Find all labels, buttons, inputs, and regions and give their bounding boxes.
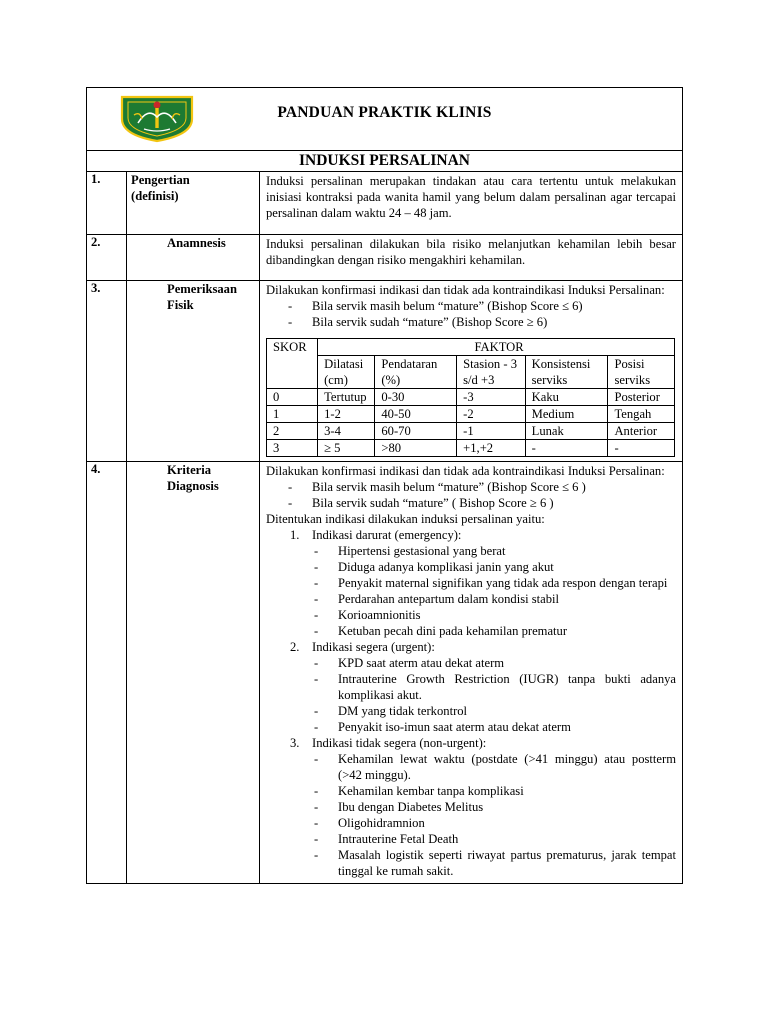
list-item: - Intrauterine Growth Restriction (IUGR) tanpa bukti adanya komplikasi akut. [314,671,676,703]
table-row [267,440,675,457]
table-row [267,423,675,440]
row-number: 4. [87,462,127,884]
row-number: 1. [87,172,127,235]
bullet-list [266,298,676,330]
list-item: - Kehamilan kembar tanpa komplikasi [314,783,676,799]
table-cell: - [608,440,675,457]
table-cell: 0 [267,389,318,406]
list-item: - Bila servik sudah “mature” (Bishop Score ≥ 6) [288,314,676,330]
row-label: Anamnesis [127,235,260,281]
table-row [267,389,675,406]
list-item: - Bila servik masih belum “mature” (Bishop Score ≤ 6 ) [288,479,676,495]
list-item: - Ketuban pecah dini pada kehamilan prematur [314,623,676,639]
list-item: 1. Indikasi darurat (emergency): - Hipertensi gestasional yang berat - Diduga adanya komplikasi janin yang akut - Penyakit maternal signifikan yang tidak ada respon dengan terapi - Perdarahan antepartum dalam kondisi stabil - Korioamnionitis - Ketuban pecah dini pada kehamilan prematur [290,527,676,639]
list-item: - Masalah logistik seperti riwayat partus prematurus, jarak tempat tinggal ke rumah sakit. [314,847,676,879]
document-title: PANDUAN PRAKTIK KLINIS [277,104,492,121]
clinical-guide-table [86,87,683,884]
list-item: - Oligohidramnion [314,815,676,831]
table-cell: Lunak [525,423,608,440]
list-item: - Intrauterine Fetal Death [314,831,676,847]
table-cell: >80 [375,440,457,457]
table-row [87,172,683,235]
list-item: - Korioamnionitis [314,607,676,623]
column-header: Dilatasi (cm) [318,356,375,389]
table-cell: Tengah [608,406,675,423]
table-cell: - [525,440,608,457]
table-cell: -1 [457,423,526,440]
row-content: Dilakukan konfirmasi indikasi dan tidak ada kontraindikasi Induksi Persalinan: - Bila servik masih belum “mature” (Bishop Score ≤ 6 ) - Bila servik sudah “mature” ( Bishop Score ≥ 6 ) Ditentukan indikasi dilakukan induksi persalinan yaitu: 1. Indikasi darurat (emergency): - Hipertensi gestasional yang berat - Diduga adanya komplikasi janin yang akut - Penyakit maternal signifikan yang tidak ada respon dengan terapi - Perdarahan antepartum dalam kondisi stabil - Korioamnionitis - Ketuban pecah dini pada kehamilan prematur 2. Indikasi segera (urgent): - KPD saat aterm atau dekat aterm - Intrauterine Growth Restriction (IUGR) tanpa bukti adanya komplikasi akut. - DM yang tidak terkontrol - Penyakit iso-imun saat aterm atau dekat aterm 3. Indikasi tidak segera (non-urgent): - Kehamilan lewat waktu (postdate (>41 minggu) atau postterm (>42 minggu). - Kehamilan kembar tanpa komplikasi - Ibu dengan Diabetes Melitus - Oligohidramnion - Intrauterine Fetal Death - Masalah logistik seperti riwayat partus prematurus, jarak tempat tinggal ke rumah sakit. [260,462,683,884]
faktor-header: FAKTOR [318,339,675,356]
table-cell: Posterior [608,389,675,406]
list-item: - DM yang tidak terkontrol [314,703,676,719]
list-item: - Kehamilan lewat waktu (postdate (>41 minggu) atau postterm (>42 minggu). [314,751,676,783]
row-content: Dilakukan konfirmasi indikasi dan tidak ada kontraindikasi Induksi Persalinan: - Bila servik masih belum “mature” (Bishop Score ≤ 6) - Bila servik sudah “mature” (Bishop Score ≥ 6) SKOR FAKTOR Dilatasi (cm) Pendataran (%) Stasion - 3 s/d +3 Konsistensi serviks Posisi serviks 0 Tertutup 0-30 -3 Kaku Posterior 1 1-2 40-50 -2 Medium Tengah 2 3-4 60-70 -1 Lunak Anterior 3 ≥ 5 >80 +1,+2 - - [260,281,683,462]
table-row [267,406,675,423]
table-cell: 2 [267,423,318,440]
indication-list [266,527,676,879]
bishop-score-table [266,338,675,457]
table-cell: 40-50 [375,406,457,423]
table-cell: Kaku [525,389,608,406]
table-cell: 3-4 [318,423,375,440]
table-cell: 1 [267,406,318,423]
table-cell: 60-70 [375,423,457,440]
table-row [87,281,683,462]
list-item: - Ibu dengan Diabetes Melitus [314,799,676,815]
list-item: - Penyakit iso-imun saat aterm atau dekat aterm [314,719,676,735]
table-cell: Anterior [608,423,675,440]
row-number: 2. [87,235,127,281]
list-item: - Hipertensi gestasional yang berat [314,543,676,559]
row-label: Pengertian (definisi) [127,172,260,235]
document-subtitle: INDUKSI PERSALINAN [87,151,683,172]
column-header: Konsistensi serviks [525,356,608,389]
list-item: 2. Indikasi segera (urgent): - KPD saat aterm atau dekat aterm - Intrauterine Growth Restriction (IUGR) tanpa bukti adanya komplikasi akut. - DM yang tidak terkontrol - Penyakit iso-imun saat aterm atau dekat aterm [290,639,676,735]
table-cell: -3 [457,389,526,406]
column-header: Pendataran (%) [375,356,457,389]
table-row [87,235,683,281]
table-row [87,462,683,884]
row-content: Induksi persalinan dilakukan bila risiko melanjutkan kehamilan lebih besar dibandingkan dengan risiko mengakhiri kehamilan. [260,235,683,281]
table-cell: +1,+2 [457,440,526,457]
list-item: - Perdarahan antepartum dalam kondisi stabil [314,591,676,607]
table-cell: -2 [457,406,526,423]
table-cell: Tertutup [318,389,375,406]
list-item: - Bila servik sudah “mature” ( Bishop Score ≥ 6 ) [288,495,676,511]
table-cell: 3 [267,440,318,457]
list-item: - Penyakit maternal signifikan yang tidak ada respon dengan terapi [314,575,676,591]
document-page [86,87,682,884]
header-cell [87,88,683,151]
list-item: - KPD saat aterm atau dekat aterm [314,655,676,671]
row-label: Pemeriksaan Fisik [127,281,260,462]
row-number: 3. [87,281,127,462]
table-cell: Medium [525,406,608,423]
row-content: Induksi persalinan merupakan tindakan atau cara tertentu untuk melakukan inisiasi kontraksi pada wanita hamil yang belum dalam persalinan agar tercapai persalinan dalam waktu 24 – 48 jam. [260,172,683,235]
skor-header: SKOR [267,339,318,389]
table-cell: 0-30 [375,389,457,406]
list-item: - Bila servik masih belum “mature” (Bishop Score ≤ 6) [288,298,676,314]
bullet-list [266,479,676,511]
table-cell: 1-2 [318,406,375,423]
table-cell: ≥ 5 [318,440,375,457]
row-label: Kriteria Diagnosis [127,462,260,884]
list-item: - Diduga adanya komplikasi janin yang akut [314,559,676,575]
column-header: Posisi serviks [608,356,675,389]
column-header: Stasion - 3 s/d +3 [457,356,526,389]
list-item: 3. Indikasi tidak segera (non-urgent): - Kehamilan lewat waktu (postdate (>41 minggu) atau postterm (>42 minggu). - Kehamilan kembar tanpa komplikasi - Ibu dengan Diabetes Melitus - Oligohidramnion - Intrauterine Fetal Death - Masalah logistik seperti riwayat partus prematurus, jarak tempat tinggal ke rumah sakit. [290,735,676,879]
